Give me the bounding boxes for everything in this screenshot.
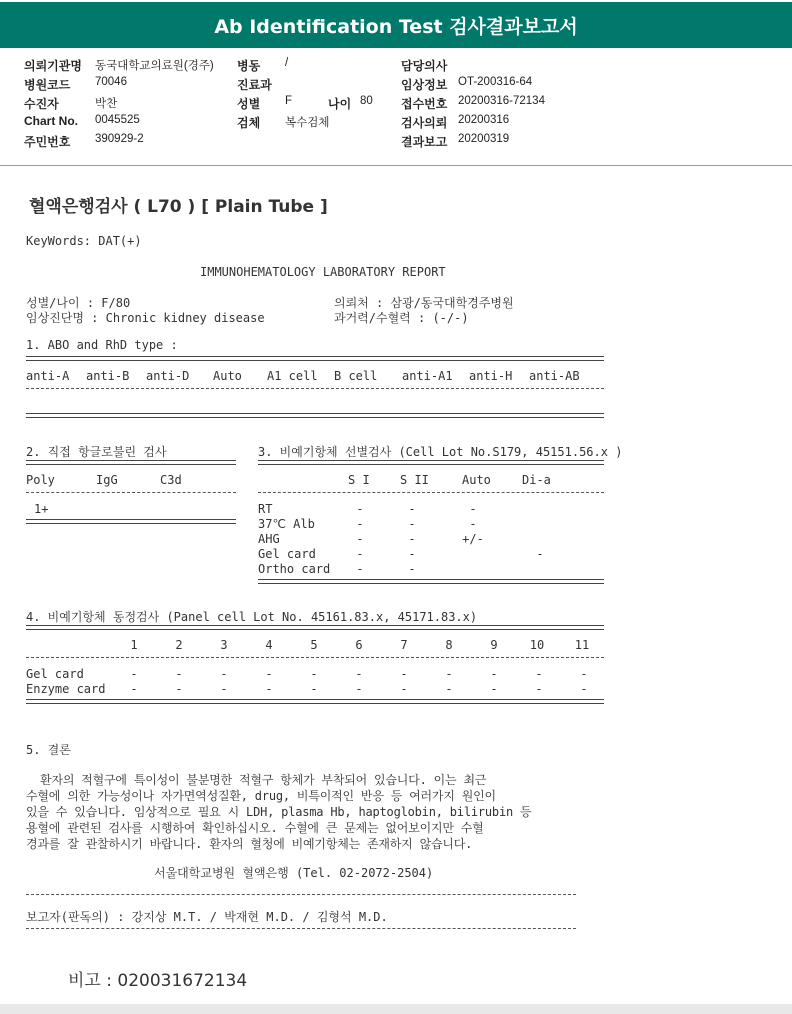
report-body bbox=[0, 168, 792, 1004]
sec2-header: Poly bbox=[26, 473, 55, 487]
section3-title: 3. 비예기항체 선별검사 (Cell Lot No.S179, 45151.56.x ) bbox=[258, 445, 623, 459]
sec4-header: 4 bbox=[265, 638, 273, 652]
sec3-cell: - bbox=[408, 562, 416, 576]
sec3-header: S I bbox=[348, 473, 370, 487]
divider bbox=[258, 579, 604, 584]
sec3-cell: +/- bbox=[462, 532, 484, 546]
code-label: 병원코드 bbox=[24, 78, 71, 92]
sec1-header: B cell bbox=[334, 369, 378, 383]
sec3-header: Di-a bbox=[522, 473, 551, 487]
sec4-cell: - bbox=[580, 682, 588, 696]
sec3-cell: - bbox=[408, 532, 416, 546]
conclusion-line: 용혈에 관련된 검사를 시행하여 확인하십시오. 수혈에 큰 문제는 없어보이지만 수혈 bbox=[26, 821, 484, 835]
sec3-cell: - bbox=[356, 547, 364, 561]
section2-title: 2. 직접 항글로불린 검사 bbox=[26, 445, 167, 459]
sec3-cell: - bbox=[469, 502, 477, 516]
divider bbox=[26, 413, 604, 418]
sec4-cell: - bbox=[175, 667, 183, 681]
divider bbox=[26, 699, 604, 704]
keywords: KeyWords: DAT(+) bbox=[26, 234, 142, 248]
sec4-cell: - bbox=[310, 682, 318, 696]
sec4-header: 2 bbox=[175, 638, 183, 652]
sec4-cell: - bbox=[130, 682, 138, 696]
sex-value: F bbox=[285, 95, 293, 107]
divider bbox=[26, 492, 236, 493]
sec4-cell: - bbox=[355, 667, 363, 681]
sec3-cell: - bbox=[356, 517, 364, 531]
sec2-header: C3d bbox=[160, 473, 182, 487]
sec4-header: 1 bbox=[130, 638, 138, 652]
sec4-cell: - bbox=[580, 667, 588, 681]
section1-title: 1. ABO and RhD type : bbox=[26, 338, 178, 352]
sec4-header: 5 bbox=[310, 638, 318, 652]
sex-age-line: 성별/나이 : F/80 bbox=[26, 296, 131, 310]
sec1-header: A1 cell bbox=[267, 369, 318, 383]
sec1-header: anti-A bbox=[26, 369, 70, 383]
ssn-value: 390929-2 bbox=[95, 133, 144, 145]
specimen-label: 검체 bbox=[237, 116, 261, 130]
doctor-label: 담당의사 bbox=[401, 59, 448, 73]
report-title: 혈액은행검사 ( L70 ) [ Plain Tube ] bbox=[29, 197, 328, 217]
sec4-cell: - bbox=[490, 667, 498, 681]
request-label: 검사의뢰 bbox=[401, 116, 448, 130]
ssn-label: 주민번호 bbox=[24, 135, 71, 149]
sec4-cell: - bbox=[220, 667, 228, 681]
sec3-cell: - bbox=[408, 517, 416, 531]
divider bbox=[26, 928, 576, 929]
sec4-cell: - bbox=[445, 682, 453, 696]
sec3-header: S II bbox=[400, 473, 429, 487]
sec4-cell: - bbox=[130, 667, 138, 681]
sec4-cell: - bbox=[355, 682, 363, 696]
sec4-cell: - bbox=[535, 667, 543, 681]
divider bbox=[26, 519, 236, 524]
sec1-header: anti-AB bbox=[529, 369, 580, 383]
sec4-header: 9 bbox=[490, 638, 498, 652]
ward-label: 병동 bbox=[237, 59, 261, 73]
sec4-header: 8 bbox=[445, 638, 453, 652]
conclusion-line: 경과를 잘 관찰하시기 바랍니다. 환자의 혈청에 비예기항체는 존재하지 않습니다. bbox=[26, 837, 473, 851]
blood-bank-contact: 서울대학교병원 혈액은행 (Tel. 02-2072-2504) bbox=[154, 866, 434, 880]
request-value: 20200316 bbox=[458, 114, 510, 126]
sec4-cell: - bbox=[400, 667, 408, 681]
divider bbox=[26, 657, 604, 658]
dept-label: 진료과 bbox=[237, 78, 272, 92]
section5-title: 5. 결론 bbox=[26, 743, 71, 757]
ward-value: / bbox=[285, 57, 289, 69]
sec3-row-label: Ortho card bbox=[258, 562, 331, 576]
conclusion-line: 환자의 적혈구에 특이성이 불분명한 적혈구 항체가 부착되어 있습니다. 이는 최근 bbox=[26, 773, 487, 787]
sec2-poly-value: 1+ bbox=[34, 502, 49, 516]
sec1-header: anti-B bbox=[86, 369, 130, 383]
requester-line: 의뢰처 : 삼광/동국대학경주병원 bbox=[334, 296, 514, 310]
divider bbox=[26, 625, 604, 630]
age-label: 나이 bbox=[328, 97, 352, 111]
sec4-cell: - bbox=[490, 682, 498, 696]
history-line: 과거력/수혈력 : (-/-) bbox=[334, 311, 469, 325]
sec4-cell: - bbox=[400, 682, 408, 696]
sec4-cell: - bbox=[220, 682, 228, 696]
clinical-label: 임상정보 bbox=[401, 78, 448, 92]
sec1-header: Auto bbox=[213, 369, 242, 383]
divider bbox=[26, 460, 236, 465]
sec3-row-label: 37℃ Alb bbox=[258, 517, 315, 531]
sec3-cell: - bbox=[408, 502, 416, 516]
code-value: 70046 bbox=[95, 76, 127, 88]
section4-title: 4. 비예기항체 동정검사 (Panel cell Lot No. 45161.83.x, 45171.83.x) bbox=[26, 610, 478, 624]
conclusion-line: 있을 수 있습니다. 임상적으로 필요 시 LDH, plasma Hb, haptoglobin, bilirubin 등 bbox=[26, 805, 532, 819]
sec1-header: anti-D bbox=[146, 369, 190, 383]
sec3-header: Auto bbox=[462, 473, 491, 487]
sec3-cell: - bbox=[536, 547, 544, 561]
sec3-row-label: RT bbox=[258, 502, 273, 516]
sec1-header: anti-A1 bbox=[402, 369, 453, 383]
receipt-value: 20200316-72134 bbox=[458, 95, 545, 107]
conclusion-line: 수혈에 의한 가능성이나 자가면역성질환, drug, 비특이적인 반응 등 여러가지 원인이 bbox=[26, 789, 496, 803]
report-header-title: Ab Identification Test 검사결과보고서 bbox=[0, 0, 792, 48]
sec4-cell: - bbox=[175, 682, 183, 696]
sec3-cell: - bbox=[469, 517, 477, 531]
specimen-value: 복수검체 bbox=[285, 117, 330, 129]
sec3-row-label: Gel card bbox=[258, 547, 316, 561]
age-value: 80 bbox=[360, 95, 373, 107]
reporter-line: 보고자(판독의) : 강지상 M.T. / 박재현 M.D. / 김형석 M.D. bbox=[26, 910, 388, 924]
sec4-cell: - bbox=[535, 682, 543, 696]
hospital-label: 의뢰기관명 bbox=[24, 59, 82, 73]
sec4-header: 7 bbox=[400, 638, 408, 652]
patient-value: 박찬 bbox=[95, 98, 118, 110]
remark-line: 비고 : 020031672134 bbox=[68, 971, 248, 991]
sec4-row-label: Enzyme card bbox=[26, 682, 106, 696]
clinical-value: OT-200316-64 bbox=[458, 76, 533, 88]
sec3-cell: - bbox=[408, 547, 416, 561]
chart-label: Chart No. bbox=[24, 114, 78, 128]
sec4-cell: - bbox=[265, 682, 273, 696]
sec4-header: 10 bbox=[529, 638, 545, 652]
chart-value: 0045525 bbox=[95, 114, 140, 126]
lab-report-title: IMMUNOHEMATOLOGY LABORATORY REPORT bbox=[200, 265, 446, 279]
sec3-cell: - bbox=[356, 562, 364, 576]
patient-label: 수진자 bbox=[24, 97, 59, 111]
sec4-cell: - bbox=[445, 667, 453, 681]
sec1-header: anti-H bbox=[469, 369, 513, 383]
sec4-cell: - bbox=[265, 667, 273, 681]
sec4-row-label: Gel card bbox=[26, 667, 84, 681]
sec3-cell: - bbox=[356, 532, 364, 546]
divider bbox=[26, 388, 604, 389]
result-label: 결과보고 bbox=[401, 135, 448, 149]
sec3-cell: - bbox=[356, 502, 364, 516]
hospital-value: 동국대학교의료원(경주) bbox=[95, 60, 214, 72]
patient-info-box bbox=[0, 48, 792, 166]
divider bbox=[258, 492, 604, 493]
sec4-header: 11 bbox=[574, 638, 590, 652]
sec4-cell: - bbox=[310, 667, 318, 681]
bottom-strip bbox=[0, 1004, 792, 1014]
receipt-label: 접수번호 bbox=[401, 97, 448, 111]
divider bbox=[26, 894, 576, 895]
result-value: 20200319 bbox=[458, 133, 510, 145]
sec3-row-label: AHG bbox=[258, 532, 280, 546]
sex-label: 성별 bbox=[237, 97, 261, 111]
divider bbox=[258, 460, 604, 465]
sec4-header: 6 bbox=[355, 638, 363, 652]
diagnosis-line: 임상진단명 : Chronic kidney disease bbox=[26, 311, 265, 325]
divider bbox=[26, 356, 604, 361]
sec4-header: 3 bbox=[220, 638, 228, 652]
sec2-header: IgG bbox=[96, 473, 118, 487]
